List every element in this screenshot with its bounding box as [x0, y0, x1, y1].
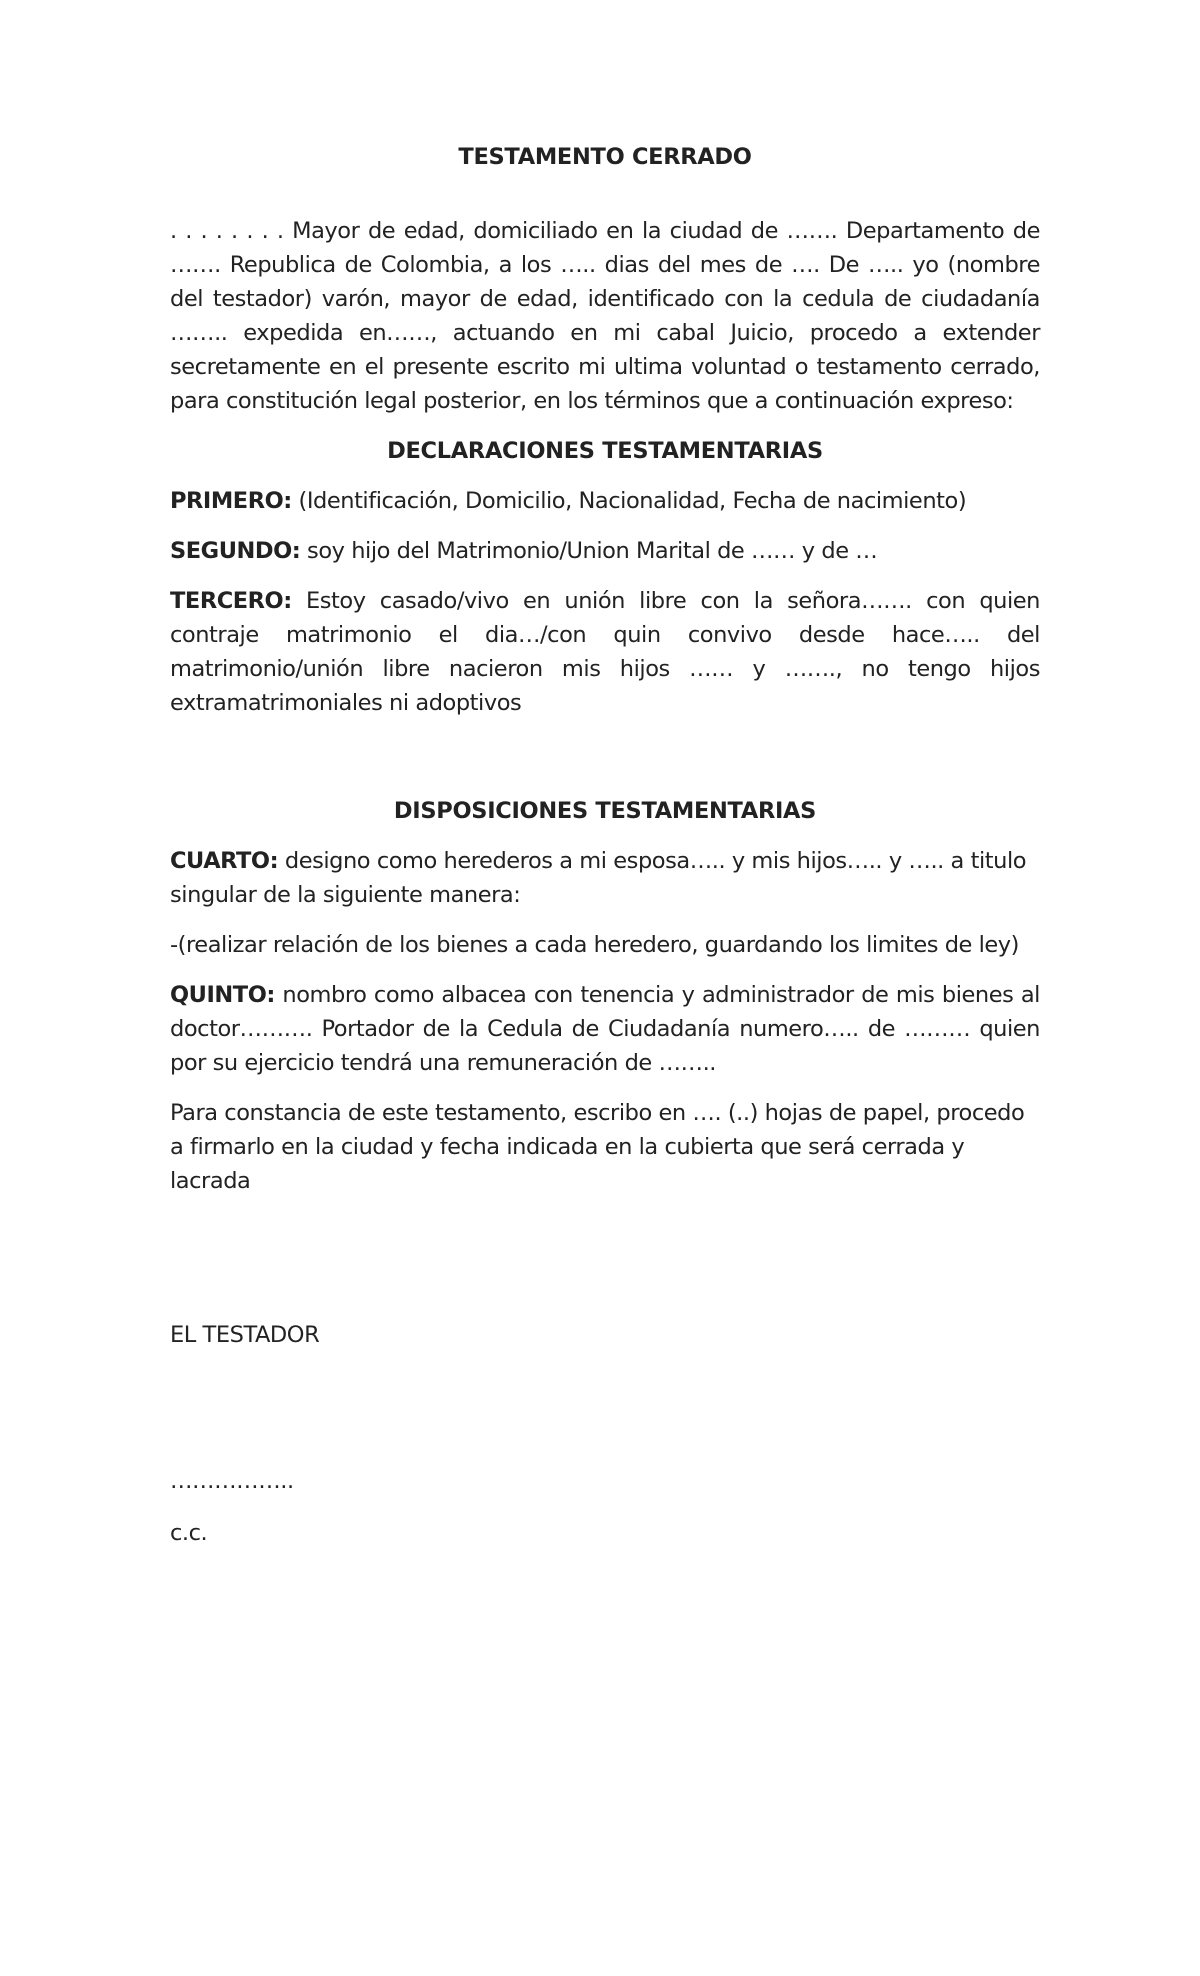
relacion-bienes: -(realizar relación de los bienes a cada heredero, guardando los limites de ley) — [170, 932, 1020, 958]
document-body — [170, 140, 1040, 1550]
signer-label: EL TESTADOR — [170, 1322, 320, 1348]
clause-quinto-text: nombro como albacea con tenencia y administrador de mis bienes al doctor………. Portador de la Cedula de Ciudadanía numero….. de ……… quien por su ejercicio tendrá una remuneración de …….. — [170, 982, 1040, 1076]
clause-cuarto — [170, 844, 1040, 912]
section-title-declaraciones: DECLARACIONES TESTAMENTARIAS — [387, 438, 823, 464]
clause-primero-label: PRIMERO: — [170, 488, 292, 514]
clause-cuarto-label: CUARTO: — [170, 848, 279, 874]
section-title-disposiciones: DISPOSICIONES TESTAMENTARIAS — [393, 798, 817, 824]
clause-quinto-label: QUINTO: — [170, 982, 275, 1008]
signature-line-spacer — [170, 1352, 1040, 1464]
cc-spacer — [170, 1498, 1040, 1516]
clause-tercero — [170, 584, 1040, 720]
signature-line: …………….. — [170, 1468, 294, 1494]
clause-segundo-text: soy hijo del Matrimonio/Union Marital de …… y de … — [300, 538, 878, 564]
clause-primero — [170, 484, 1040, 518]
constancia-paragraph: Para constancia de este testamento, escribo en …. (..) hojas de papel, procedo a firmarlo en la ciudad y fecha indicada en la cubierta que será cerrada y lacrada — [170, 1100, 1025, 1194]
clause-segundo — [170, 534, 1040, 568]
clause-quinto — [170, 978, 1040, 1080]
clause-primero-text: (Identificación, Domicilio, Nacionalidad, Fecha de nacimiento) — [291, 488, 967, 514]
clause-tercero-label: TERCERO: — [170, 588, 292, 614]
clause-tercero-text: Estoy casado/vivo en unión libre con la señora……. con quien contraje matrimonio el dia…/con quin convivo desde hace….. del matrimonio/unión libre nacieron mis hijos …… y ……., no tengo hijos extramatrimoniales ni adoptivos — [170, 588, 1040, 716]
section-spacer — [170, 736, 1040, 794]
clause-segundo-label: SEGUNDO: — [170, 538, 301, 564]
cc-label: c.c. — [170, 1520, 208, 1546]
intro-paragraph: . . . . . . . . Mayor de edad, domiciliado en la ciudad de ……. Departamento de ……. Republica de Colombia, a los ….. dias del mes de …. De ….. yo (nombre del testador) varón, mayor de edad, identificado con la cedula de ciudadanía …….. expedida en……, actuando en mi cabal Juicio, procedo a extender secretamente en el presente escrito mi ultima voluntad o testamento cerrado, para constitución legal posterior, en los términos que a continuación expreso: — [170, 218, 1040, 414]
document-title: TESTAMENTO CERRADO — [458, 144, 752, 170]
clause-cuarto-text: designo como herederos a mi esposa….. y mis hijos….. y ….. a titulo singular de la siguiente manera: — [170, 848, 1027, 908]
signature-spacer — [170, 1214, 1040, 1318]
